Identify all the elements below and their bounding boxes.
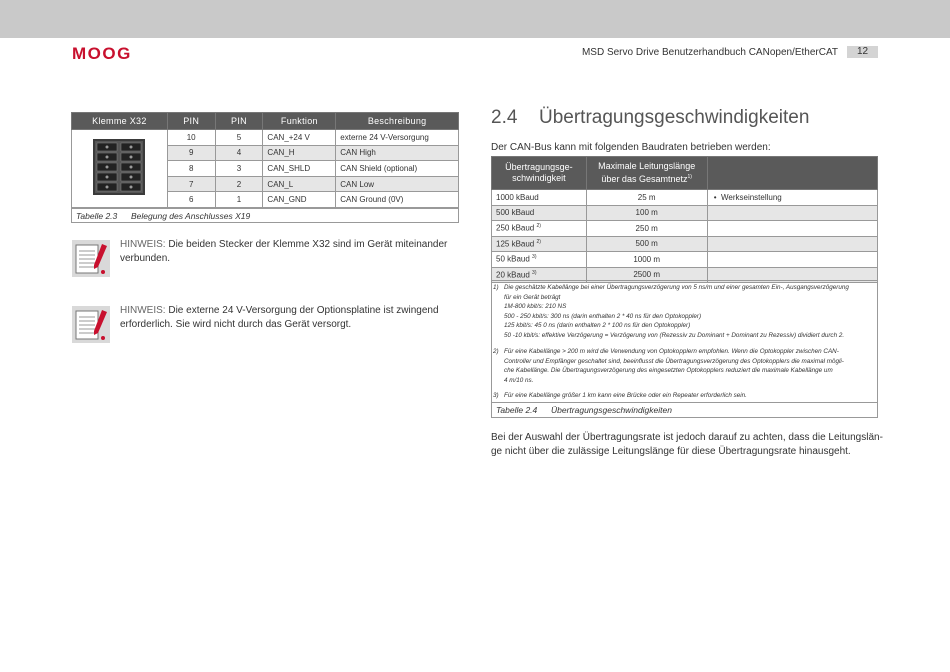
speed-cell xyxy=(492,236,587,252)
header-max-length xyxy=(586,157,707,190)
remark: • Werkseinstellung xyxy=(707,190,878,206)
remark xyxy=(707,221,878,237)
terminal-connector-image xyxy=(93,139,145,195)
pin-b: 3 xyxy=(215,161,263,177)
note-text xyxy=(120,304,460,332)
pin-b: 2 xyxy=(215,176,263,192)
speed-cell xyxy=(492,205,587,221)
function: CAN_H xyxy=(263,145,336,161)
intro-text: Der CAN-Bus kann mit folgenden Baudraten betrieben werden: xyxy=(491,142,771,153)
function: CAN_L xyxy=(263,176,336,192)
pin-b: 5 xyxy=(215,130,263,146)
speed: 500 kBaud xyxy=(496,208,535,218)
speed: 1000 kBaud xyxy=(496,192,539,202)
table-caption xyxy=(71,208,459,223)
header-length-line2: über das Gesamtnetz xyxy=(601,174,688,184)
footnote-mark: 2) xyxy=(493,348,499,355)
footnote-mark: 3) xyxy=(532,254,537,261)
note-pad-icon xyxy=(72,240,110,277)
footnote-line: 500 - 250 kbit/s: 300 ns (darin enthalten 2 * 40 ns für den Optokoppler) xyxy=(504,312,702,320)
description: externe 24 V-Versorgung xyxy=(336,130,459,146)
remark xyxy=(707,205,878,221)
footnote-mark: 1) xyxy=(687,174,692,180)
description: CAN Low xyxy=(336,176,459,192)
caption-text: Belegung des Anschlusses X19 xyxy=(131,211,251,221)
footnote-mark: 3) xyxy=(532,269,537,276)
header-pin-b: PIN xyxy=(215,113,263,130)
length: 25 m xyxy=(586,190,707,206)
speed: 250 kBaud xyxy=(496,224,535,234)
footnote-line: Für eine Kabellänge > 200 m wird die Verwendung von Optokopplern empfohlen. Wenn die Optokoppler zwischen CAN- xyxy=(504,348,839,355)
header-remarks xyxy=(707,157,878,190)
function: CAN_+24 V xyxy=(263,130,336,146)
length: 500 m xyxy=(586,236,707,252)
note-label: HINWEIS: xyxy=(120,239,166,250)
length: 100 m xyxy=(586,205,707,221)
body-paragraph xyxy=(491,431,883,459)
baudrate-table xyxy=(491,156,878,283)
footnote-line: für ein Gerät beträgt xyxy=(504,293,561,301)
footnote-line: 125 kbit/s: 45 0 ns (darin enthalten 2 * 100 ns für den Optokoppler) xyxy=(504,322,691,329)
header-description: Beschreibung xyxy=(336,113,459,130)
pin-a: 10 xyxy=(167,130,215,146)
length: 1000 m xyxy=(586,252,707,268)
connector-image-cell xyxy=(72,130,168,208)
terminal-table xyxy=(71,112,459,208)
pin-b: 1 xyxy=(215,192,263,208)
pin-a: 7 xyxy=(167,176,215,192)
footnote-line: 1M-800 kbit/s: 210 NS xyxy=(504,303,567,310)
header-pin-a: PIN xyxy=(167,113,215,130)
note-body: Die externe 24 V-Versorgung der Optionsplatine ist zwingend erforderlich. Sie wird nicht durch das Gerät versorgt. xyxy=(120,305,439,330)
speed: 125 kBaud xyxy=(496,239,535,249)
speed-cell xyxy=(492,252,587,268)
footnote-line: Die geschätzte Kabellänge bei einer Übertragungsverzögerung von 5 ns/m und einer gesamten Ein-, Ausgangsverzögerung xyxy=(504,284,849,291)
table-row xyxy=(492,236,878,252)
moog-logo xyxy=(72,44,154,62)
pin-b: 4 xyxy=(215,145,263,161)
section-heading xyxy=(491,107,809,129)
logo-text: MOOG xyxy=(72,44,132,62)
table-row xyxy=(492,252,878,268)
paragraph-line: Bei der Auswahl der Übertragungsrate ist jedoch darauf zu achten, dass die Leitungslän- xyxy=(491,432,883,443)
header-function: Funktion xyxy=(263,113,336,130)
document-title: MSD Servo Drive Benutzerhandbuch CANopen/EtherCAT xyxy=(581,47,838,58)
footnote-line: 50 -10 kbit/s: effektive Verzögerung = Verzögerung von (Rezessiv zu Dominant + Dominant zu Rezessiv) dividiert durch 2. xyxy=(504,331,845,339)
remark xyxy=(707,252,878,268)
function: CAN_GND xyxy=(263,192,336,208)
note-text xyxy=(120,238,460,266)
footnote-mark: 3) xyxy=(493,392,499,399)
note-body: Die beiden Stecker der Klemme X32 sind im Gerät miteinander verbunden. xyxy=(120,239,448,264)
note-label: HINWEIS: xyxy=(120,305,166,316)
table-row xyxy=(492,190,878,206)
speed-cell xyxy=(492,190,587,206)
description: CAN Shield (optional) xyxy=(336,161,459,177)
note-pad-icon xyxy=(72,306,110,343)
top-banner xyxy=(0,0,950,38)
header-terminal: Klemme X32 xyxy=(72,113,168,130)
speed: 20 kBaud xyxy=(496,270,530,280)
table-row xyxy=(492,205,878,221)
page-number: 12 xyxy=(847,46,878,58)
table-row xyxy=(492,221,878,237)
description: CAN High xyxy=(336,145,459,161)
section-title: Übertragungsgeschwindigkeiten xyxy=(539,107,810,128)
footnote-mark: 1) xyxy=(493,284,499,291)
section-number: 2.4 xyxy=(491,107,518,128)
footnote-mark: 2) xyxy=(536,238,541,245)
footnote-line: Controller und Empfänger geschaltet sind, beeinflusst die Übertragungsverzögerung des Optokopplers die maximal mögli- xyxy=(504,357,844,365)
pin-a: 6 xyxy=(167,192,215,208)
footnotes xyxy=(491,280,878,402)
caption-number: Tabelle 2.4 xyxy=(496,405,538,415)
description: CAN Ground (0V) xyxy=(336,192,459,208)
remark-text: Werkseinstellung xyxy=(720,192,782,202)
caption-text: Übertragungsgeschwindigkeiten xyxy=(551,405,672,415)
table-row xyxy=(72,130,459,146)
speed: 50 kBaud xyxy=(496,255,530,265)
footnote-mark: 2) xyxy=(536,223,541,230)
pin-a: 9 xyxy=(167,145,215,161)
function: CAN_SHLD xyxy=(263,161,336,177)
paragraph-line: ge nicht über die zulässige Leitungslänge für diese Übertragungsrate hinausgeht. xyxy=(491,446,851,457)
length: 250 m xyxy=(586,221,707,237)
pin-a: 8 xyxy=(167,161,215,177)
header-speed-line2: schwindigkeit xyxy=(512,173,566,183)
footnote-line: Für eine Kabellänge größer 1 km kann eine Brücke oder ein Repeater erforderlich sein. xyxy=(504,392,747,399)
caption-number: Tabelle 2.3 xyxy=(76,211,118,221)
footnote-line: 4 m/10 ns. xyxy=(504,376,534,384)
header-speed-line1: Übertragungsge- xyxy=(505,162,573,172)
footnote-line: che Kabellänge. Die Übertragungsverzögerung des eingesetzten Optokopplers reduziert die maximale Kabellänge um xyxy=(504,367,833,374)
table-caption xyxy=(491,402,878,418)
header-speed xyxy=(492,157,587,190)
header-length-line1: Maximale Leitungslänge xyxy=(598,161,696,171)
remark xyxy=(707,236,878,252)
length: 2500 m xyxy=(586,267,707,283)
speed-cell xyxy=(492,221,587,237)
